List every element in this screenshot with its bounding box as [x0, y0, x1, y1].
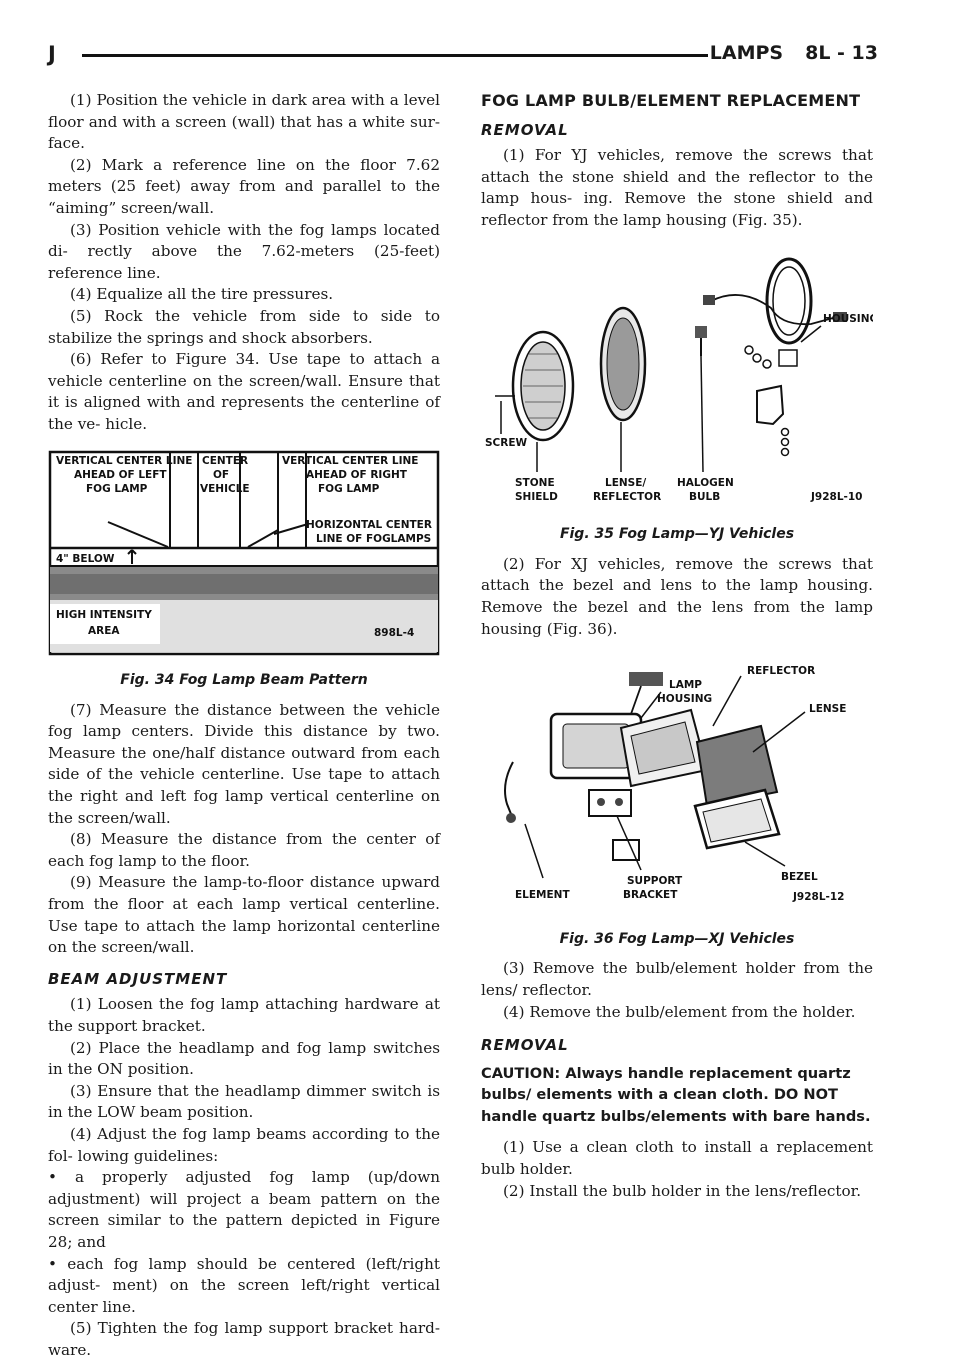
- step-paragraph: (4) Adjust the fog lamp beams according to the fol- lowing guidelines:: [48, 1124, 440, 1165]
- step-paragraph: (1) Loosen the fog lamp attaching hardware at the support bracket.: [48, 995, 440, 1035]
- fig34-left-line-label: FOG LAMP: [86, 482, 148, 495]
- fig36-reflector-label: REFLECTOR: [747, 665, 816, 678]
- header-title: LAMPS: [709, 42, 784, 64]
- step-paragraph: (5) Rock the vehicle from side to side to stabilize the springs and shock absorbers.: [48, 306, 440, 347]
- fig35-screw-label: SCREW: [485, 436, 528, 449]
- bullet-item: [48, 1167, 440, 1253]
- header-title-group: [710, 42, 878, 64]
- fig35-lense-reflector-label: LENSE/: [605, 476, 647, 489]
- step-paragraph: (8) Measure the distance from the center of each fog lamp to the floor.: [48, 830, 440, 870]
- step-paragraph: (4) Remove the bulb/element from the holder.: [503, 1002, 856, 1021]
- step-paragraph: (4) Equalize all the tire pressures.: [70, 285, 334, 304]
- fig36-lense-label: LENSE: [809, 703, 847, 716]
- fig34-code: 898L-4: [374, 626, 415, 639]
- subsection-heading: REMOVAL: [481, 1036, 569, 1055]
- fig35-stone-shield-label: SHIELD: [515, 490, 558, 503]
- bullet-icon: •: [48, 1254, 57, 1273]
- fig34-below-label: 4" BELOW: [56, 552, 115, 565]
- fig34-intensity-label: HIGH INTENSITY: [56, 608, 152, 621]
- step-paragraph: (1) Use a clean cloth to install a replacement bulb holder.: [481, 1138, 873, 1179]
- fig35-halogen-bulb-label: BULB: [689, 490, 721, 503]
- header-rule: [82, 54, 708, 57]
- step-paragraph: (2) Install the bulb holder in the lens/reflector.: [503, 1181, 862, 1200]
- figure-caption: Fig. 36 Fog Lamp—XJ Vehicles: [559, 930, 795, 947]
- fig34-horizontal-label: HORIZONTAL CENTER: [306, 518, 432, 531]
- fig34-center-label: VEHICLE: [200, 482, 250, 495]
- bullet-text: each fog lamp should be centered (left/right adjust- ment) on the screen left/right vertical center line.: [48, 1254, 441, 1316]
- fig36-lamp-housing-label: HOUSING: [657, 693, 713, 706]
- fog-lamp-beam-pattern-diagram: [48, 450, 440, 660]
- bullet-icon: •: [48, 1168, 57, 1187]
- left-column: [48, 90, 440, 1362]
- fig35-code: J928L-10: [811, 490, 863, 503]
- fog-lamp-yj-diagram: [481, 246, 873, 514]
- fig35-housing-label: HOUSING: [823, 312, 873, 325]
- fig35-stone-shield-label: STONE: [515, 476, 555, 489]
- section-heading: BEAM ADJUSTMENT: [48, 969, 228, 988]
- step-paragraph: (7) Measure the distance between the vehicle fog lamp centers. Divide this distance by two. Measure the one/half distance outward from each side of the vehicle centerline. Use tape to attach the right and left fog lamp vertical centerline on the screen/wall.: [48, 700, 440, 827]
- figure-36: [481, 654, 873, 950]
- fig34-left-line-label: VERTICAL CENTER LINE: [56, 454, 193, 467]
- right-column: [481, 90, 873, 1202]
- bullet-item: [48, 1254, 440, 1319]
- figure-35: [481, 246, 873, 546]
- fig34-center-label: CENTER: [202, 454, 249, 467]
- fig34-intensity-label: AREA: [88, 624, 120, 637]
- page-header: [48, 40, 878, 70]
- step-paragraph: (6) Refer to Figure 34. Use tape to attach a vehicle centerline on the screen/wall. Ensure that it is aligned with and represents the centerline of the ve- hicle.: [48, 350, 440, 433]
- fig34-right-line-label: FOG LAMP: [318, 482, 380, 495]
- fig34-left-line-label: AHEAD OF LEFT: [74, 468, 167, 481]
- bullet-text: a properly adjusted fog lamp (up/down adjustment) will project a beam pattern on the screen similar to the pattern depicted in Figure 28; and: [48, 1168, 440, 1251]
- fig36-element-label: ELEMENT: [515, 889, 570, 902]
- step-paragraph: (5) Tighten the fog lamp support bracket hard- ware.: [48, 1319, 440, 1359]
- step-paragraph: (3) Ensure that the headlamp dimmer switch is in the LOW beam position.: [48, 1081, 440, 1122]
- fig34-horizontal-label: LINE OF FOGLAMPS: [316, 532, 432, 545]
- step-paragraph: (1) For YJ vehicles, remove the screws that attach the stone shield and the reflector to the lamp hous- ing. Remove the stone shield and reflector from the lamp housing (Fig. 35).: [481, 146, 873, 229]
- fig35-lense-reflector-label: REFLECTOR: [593, 490, 662, 503]
- fig36-support-bracket-label: BRACKET: [623, 889, 678, 902]
- subsection-heading: REMOVAL: [481, 120, 569, 139]
- fig36-code: J928L-12: [793, 891, 845, 904]
- figure-34: [48, 450, 440, 692]
- figure-caption: Fig. 35 Fog Lamp—YJ Vehicles: [559, 526, 795, 543]
- step-paragraph: (2) Place the headlamp and fog lamp switches in the ON position.: [48, 1038, 440, 1079]
- caution-note: CAUTION: Always handle replacement quartz bulbs/ elements with a clean cloth. DO NOT handle quartz bulbs/elements with bare hands.: [481, 1064, 871, 1125]
- step-paragraph: (3) Remove the bulb/element holder from the lens/ reflector.: [481, 959, 873, 999]
- fig36-bezel-label: BEZEL: [781, 871, 818, 884]
- fog-lamp-xj-diagram: [481, 654, 873, 918]
- fig34-right-line-label: AHEAD OF RIGHT: [306, 468, 407, 481]
- step-paragraph: (3) Position vehicle with the fog lamps located di- rectly above the 7.62-meters (25-feet) reference line.: [48, 220, 440, 282]
- fig34-right-line-label: VERTICAL CENTER LINE: [282, 454, 419, 467]
- fig34-center-label: OF: [213, 468, 230, 481]
- step-paragraph: (1) Position the vehicle in dark area with a level floor and with a screen (wall) that has a white sur- face.: [48, 91, 440, 153]
- fig36-support-bracket-label: SUPPORT: [627, 875, 683, 888]
- step-paragraph: (9) Measure the lamp-to-floor distance upward from the floor at each lamp vertical centerline. Use tape to attach the lamp horizontal centerline on the screen/wall.: [48, 873, 440, 957]
- step-paragraph: (2) Mark a reference line on the floor 7.62 meters (25 feet) away from and parallel to the “aiming” screen/wall.: [48, 155, 440, 217]
- figure-caption: Fig. 34 Fog Lamp Beam Pattern: [120, 672, 368, 689]
- step-paragraph: (2) For XJ vehicles, remove the screws that attach the bezel and lens to the lamp housing. Remove the bezel and the lens from the lamp housing (Fig. 36).: [481, 554, 873, 638]
- fig36-lamp-housing-label: LAMP: [669, 679, 702, 692]
- page-number: 8L - 13: [805, 42, 878, 64]
- section-letter: J: [48, 42, 56, 66]
- fig35-halogen-bulb-label: HALOGEN: [677, 476, 734, 489]
- section-heading: FOG LAMP BULB/ELEMENT REPLACEMENT: [481, 91, 861, 110]
